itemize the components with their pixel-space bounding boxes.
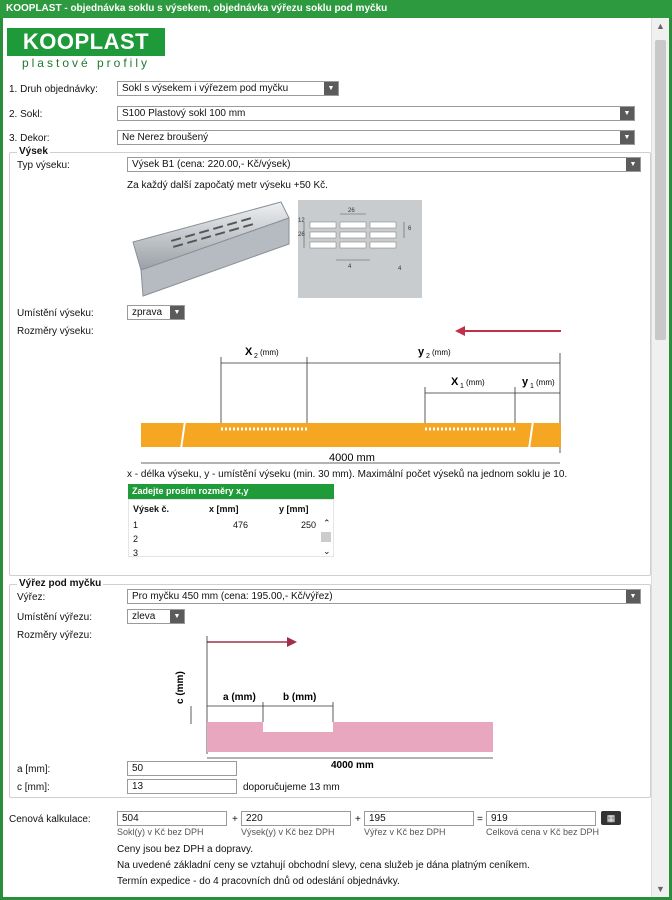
- schema-dim-12: 12: [298, 218, 305, 224]
- diagram-y1: y: [522, 376, 529, 388]
- price-note-3: Termín expedice - do 4 pracovních dnů od odeslání objednávky.: [117, 876, 400, 887]
- scroll-up-icon[interactable]: ▲: [656, 21, 665, 31]
- schema-dim-4a: 4: [348, 264, 352, 270]
- grid-col-x: x [mm]: [209, 504, 239, 514]
- chevron-down-icon[interactable]: ▼: [626, 590, 640, 603]
- grid-scroll-thumb[interactable]: [321, 532, 331, 542]
- price-note-1: Ceny jsou bez DPH a dopravy.: [117, 844, 253, 855]
- vyrez-b-label: b (mm): [283, 692, 317, 703]
- grid-scroll-down-icon[interactable]: ⌄: [323, 546, 331, 556]
- arrow-right-icon: [287, 637, 297, 647]
- equals-sign: =: [477, 814, 483, 825]
- price-vyrez-caption: Výřez v Kč bez DPH: [364, 827, 446, 837]
- diagram-length: 4000 mm: [329, 452, 375, 464]
- vysek-explain: x - délka výseku, y - umístění výseku (min. 30 mm). Maximální počet výseků na jednom soklu je 10.: [127, 469, 568, 480]
- price-total-input[interactable]: 919: [486, 811, 596, 826]
- vyrez-legend: Výřez pod myčku: [19, 578, 102, 589]
- vyrez-placement-value: zleva: [132, 611, 156, 622]
- chevron-down-icon[interactable]: ▼: [620, 131, 634, 144]
- price-sokl-input[interactable]: 504: [117, 811, 227, 826]
- diagram-y1-unit: (mm): [536, 378, 555, 387]
- diagram-x1: X: [451, 376, 459, 388]
- diagram-x1-sub: 1: [460, 383, 464, 390]
- vysek-grid: [128, 499, 334, 557]
- vyrez-c-field-label: c [mm]:: [17, 782, 50, 793]
- grid-row-3-number: 3: [133, 548, 139, 558]
- schema-dim-26b: 26: [298, 232, 305, 238]
- vysek-type-label: Typ výseku:: [17, 160, 70, 171]
- chevron-down-icon[interactable]: ▼: [620, 107, 634, 120]
- vyrez-dims-label: Rozměry výřezu:: [17, 630, 93, 641]
- price-sokl-caption: Sokl(y) v Kč bez DPH: [117, 827, 204, 837]
- diagram-x1-unit: (mm): [466, 378, 485, 387]
- price-total-caption: Celková cena v Kč bez DPH: [486, 827, 600, 837]
- vysek-type-select[interactable]: [127, 157, 641, 172]
- vyrez-a-field-label: a [mm]:: [17, 764, 51, 775]
- scroll-down-icon[interactable]: ▼: [656, 884, 665, 894]
- vysek-schema-drawing: [298, 200, 422, 298]
- dekor-select[interactable]: [117, 130, 635, 145]
- vysek-placement-label: Umístění výseku:: [17, 308, 94, 319]
- vysek-type-value: Výsek B1 (cena: 220.00,- Kč/výsek): [132, 159, 291, 170]
- vyrez-type-select[interactable]: [127, 589, 641, 604]
- vysek-legend: Výsek: [19, 146, 48, 157]
- price-vysek-caption: Výsek(y) v Kč bez DPH: [241, 827, 335, 837]
- vyrez-c-input[interactable]: 13: [127, 779, 237, 794]
- vyrez-a-input[interactable]: 50: [127, 761, 237, 776]
- calculator-icon[interactable]: ▦: [601, 811, 621, 825]
- sokl-label: 2. Sokl:: [9, 109, 43, 120]
- vyrez-placement-label: Umístění výřezu:: [17, 612, 93, 623]
- grid-col-number: Výsek č.: [133, 504, 170, 514]
- diagram-x2-unit: (mm): [260, 348, 279, 357]
- schema-dim-4b: 4: [398, 266, 402, 272]
- dekor-value: Ne Nerez broušený: [122, 132, 209, 143]
- vysek-product-image: [131, 200, 291, 296]
- page-scrollbar[interactable]: [651, 18, 669, 897]
- order-form: [3, 18, 651, 897]
- grid-row-1-x[interactable]: 476: [233, 520, 249, 530]
- grid-title: Zadejte prosím rozměry x,y: [128, 484, 334, 499]
- diagram-y2-sub: 2: [426, 353, 430, 360]
- diagram-x2: X: [245, 346, 253, 358]
- grid-scroll-up-icon[interactable]: ⌃: [323, 518, 331, 528]
- vysek-placement-value: zprava: [132, 307, 163, 318]
- window-title: KOOPLAST - objednávka soklu s výsekem, objednávka výřezu soklu pod myčku: [0, 0, 672, 18]
- grid-row-1-number: 1: [133, 520, 139, 530]
- schema-dim-6: 6: [408, 226, 412, 232]
- kooplast-logo: KOOPLAST: [7, 28, 165, 56]
- price-label: Cenová kalkulace:: [9, 814, 91, 825]
- order-type-label: 1. Druh objednávky:: [9, 84, 98, 95]
- sokl-bar: [141, 423, 561, 447]
- vysek-extra-note: Za každý další započatý metr výseku +50 Kč.: [127, 180, 328, 191]
- vysek-diagram: [133, 323, 569, 464]
- vyrez-c-label: c (mm): [175, 671, 186, 704]
- vyrez-placement-select[interactable]: [127, 609, 185, 624]
- price-vysek-input[interactable]: 220: [241, 811, 351, 826]
- logo-tagline: plastové profily: [21, 56, 151, 70]
- diagram-y2: y: [418, 346, 425, 358]
- grid-col-y: y [mm]: [279, 504, 309, 514]
- order-type-select[interactable]: [117, 81, 339, 96]
- grid-row-1-y[interactable]: 250: [301, 520, 317, 530]
- vyrez-a-label: a (mm): [223, 692, 256, 703]
- diagram-y1-sub: 1: [530, 383, 534, 390]
- vyrez-diagram: [163, 630, 503, 771]
- diagram-y2-unit: (mm): [432, 348, 451, 357]
- vysek-dims-label: Rozměry výseku:: [17, 326, 94, 337]
- vyrez-bar: [207, 722, 493, 752]
- order-type-value: Sokl s výsekem i výřezem pod myčku: [122, 83, 289, 94]
- arrow-left-icon: [455, 326, 465, 336]
- vyrez-c-hint: doporučujeme 13 mm: [243, 782, 340, 793]
- chevron-down-icon[interactable]: ▼: [324, 82, 338, 95]
- schema-dim-26a: 26: [348, 208, 355, 214]
- vyrez-type-label: Výřez:: [17, 592, 46, 603]
- chevron-down-icon[interactable]: ▼: [170, 306, 184, 319]
- vysek-placement-select[interactable]: [127, 305, 185, 320]
- chevron-down-icon[interactable]: ▼: [626, 158, 640, 171]
- sokl-value: S100 Plastový sokl 100 mm: [122, 108, 246, 119]
- plus-sign: +: [232, 814, 238, 825]
- price-vyrez-input[interactable]: 195: [364, 811, 474, 826]
- plus-sign: +: [355, 814, 361, 825]
- dekor-label: 3. Dekor:: [9, 133, 50, 144]
- grid-row-2-number: 2: [133, 534, 139, 544]
- chevron-down-icon[interactable]: ▼: [170, 610, 184, 623]
- vyrez-type-value: Pro myčku 450 mm (cena: 195.00,- Kč/výřez): [132, 591, 333, 602]
- price-note-2: Na uvedené základní ceny se vztahují obchodní slevy, cena služeb je dána platným ceníkem.: [117, 860, 530, 871]
- vyrez-length: 4000 mm: [331, 760, 374, 771]
- sokl-select[interactable]: [117, 106, 635, 121]
- scroll-thumb[interactable]: [655, 40, 666, 340]
- diagram-x2-sub: 2: [254, 353, 258, 360]
